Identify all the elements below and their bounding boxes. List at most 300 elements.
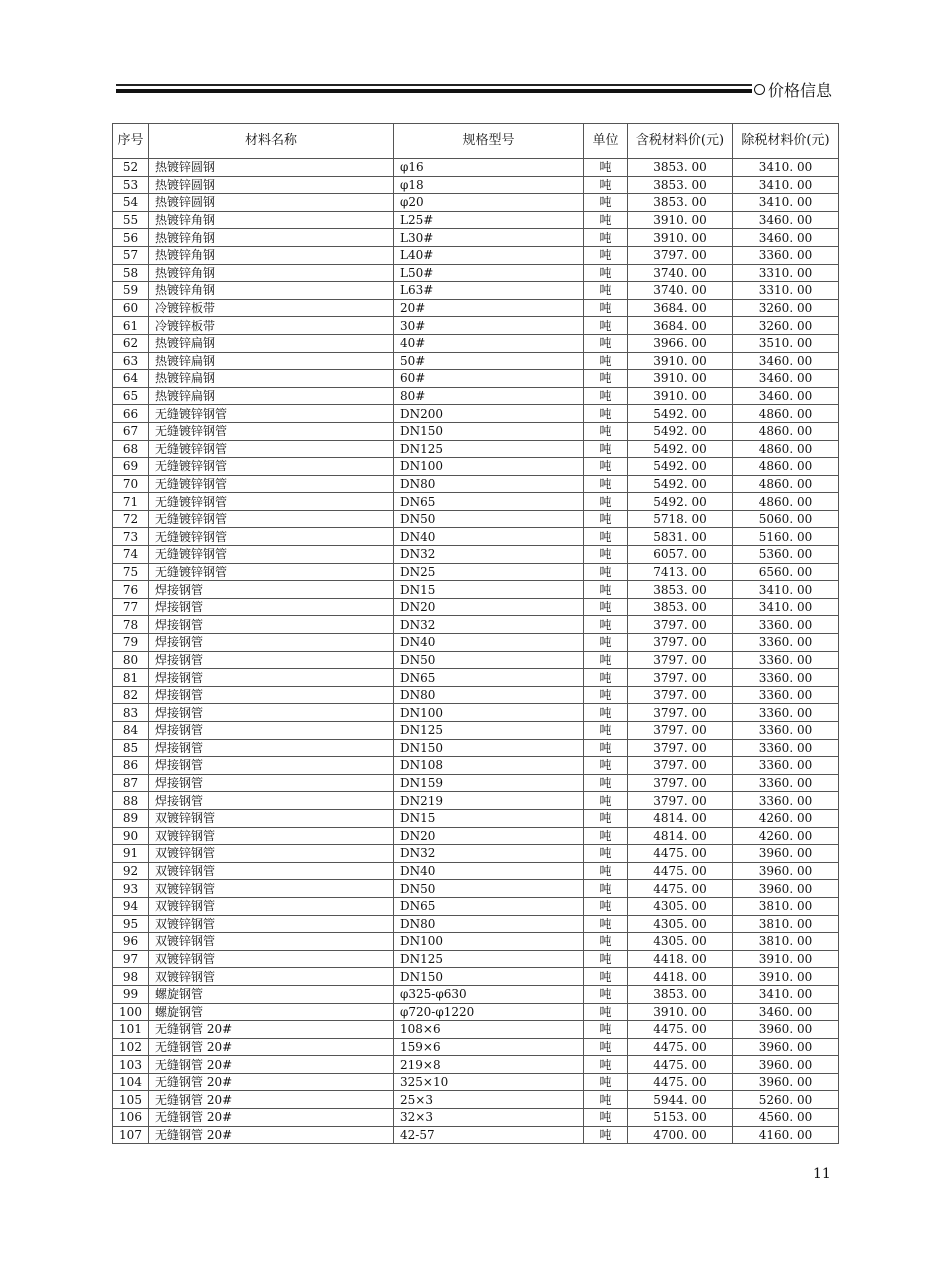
cell-no: 106 — [113, 1109, 149, 1127]
cell-taxed-price: 3910. 00 — [628, 211, 733, 229]
cell-taxed-price: 5492. 00 — [628, 458, 733, 476]
cell-spec: 80# — [394, 387, 584, 405]
table-row — [113, 598, 839, 616]
cell-taxed-price: 3797. 00 — [628, 722, 733, 740]
cell-unit: 吨 — [584, 370, 628, 388]
section-title: 价格信息 — [768, 81, 833, 100]
cell-no: 95 — [113, 915, 149, 933]
cell-spec: DN20 — [394, 827, 584, 845]
cell-untaxed-price: 3360. 00 — [733, 792, 839, 810]
cell-untaxed-price: 3810. 00 — [733, 897, 839, 915]
cell-spec: 159×6 — [394, 1038, 584, 1056]
cell-spec: DN200 — [394, 405, 584, 423]
cell-spec: φ16 — [394, 159, 584, 177]
cell-unit: 吨 — [584, 387, 628, 405]
cell-taxed-price: 5153. 00 — [628, 1109, 733, 1127]
table-row — [113, 422, 839, 440]
cell-name: 无缝钢管 20# — [149, 1056, 394, 1074]
cell-unit: 吨 — [584, 334, 628, 352]
table-row — [113, 722, 839, 740]
cell-unit: 吨 — [584, 1091, 628, 1109]
cell-spec: DN40 — [394, 528, 584, 546]
cell-taxed-price: 4475. 00 — [628, 1056, 733, 1074]
cell-taxed-price: 3853. 00 — [628, 159, 733, 177]
cell-spec: DN32 — [394, 616, 584, 634]
table-row — [113, 299, 839, 317]
cell-no: 56 — [113, 229, 149, 247]
cell-untaxed-price: 6560. 00 — [733, 563, 839, 581]
cell-unit: 吨 — [584, 1109, 628, 1127]
cell-spec: DN150 — [394, 422, 584, 440]
cell-taxed-price: 3797. 00 — [628, 774, 733, 792]
cell-no: 86 — [113, 757, 149, 775]
cell-name: 热镀锌圆钢 — [149, 176, 394, 194]
cell-name: 无缝钢管 20# — [149, 1038, 394, 1056]
cell-no: 57 — [113, 246, 149, 264]
cell-untaxed-price: 3360. 00 — [733, 704, 839, 722]
cell-no: 74 — [113, 546, 149, 564]
table-row — [113, 880, 839, 898]
cell-spec: 219×8 — [394, 1056, 584, 1074]
cell-no: 102 — [113, 1038, 149, 1056]
cell-name: 无缝钢管 20# — [149, 1109, 394, 1127]
cell-untaxed-price: 3960. 00 — [733, 1056, 839, 1074]
cell-name: 无缝钢管 20# — [149, 1073, 394, 1091]
cell-taxed-price: 5944. 00 — [628, 1091, 733, 1109]
table-row — [113, 475, 839, 493]
col-header-spec: 规格型号 — [394, 124, 584, 159]
cell-untaxed-price: 3260. 00 — [733, 317, 839, 335]
cell-unit: 吨 — [584, 968, 628, 986]
cell-name: 冷镀锌板带 — [149, 317, 394, 335]
cell-spec: DN150 — [394, 739, 584, 757]
col-header-untaxed-price: 除税材料价(元) — [733, 124, 839, 159]
cell-spec: DN40 — [394, 634, 584, 652]
cell-spec: DN219 — [394, 792, 584, 810]
cell-unit: 吨 — [584, 704, 628, 722]
cell-unit: 吨 — [584, 792, 628, 810]
cell-name: 双镀锌钢管 — [149, 845, 394, 863]
cell-name: 无缝镀锌钢管 — [149, 458, 394, 476]
cell-name: 双镀锌钢管 — [149, 862, 394, 880]
cell-taxed-price: 5492. 00 — [628, 440, 733, 458]
cell-unit: 吨 — [584, 757, 628, 775]
table-row — [113, 616, 839, 634]
cell-name: 双镀锌钢管 — [149, 933, 394, 951]
table-row — [113, 862, 839, 880]
cell-taxed-price: 4475. 00 — [628, 862, 733, 880]
cell-name: 无缝镀锌钢管 — [149, 528, 394, 546]
cell-spec: 40# — [394, 334, 584, 352]
cell-name: 焊接钢管 — [149, 616, 394, 634]
cell-taxed-price: 3797. 00 — [628, 739, 733, 757]
cell-untaxed-price: 3410. 00 — [733, 176, 839, 194]
cell-name: 焊接钢管 — [149, 581, 394, 599]
cell-unit: 吨 — [584, 264, 628, 282]
table-row — [113, 968, 839, 986]
table-row — [113, 1056, 839, 1074]
cell-no: 85 — [113, 739, 149, 757]
cell-unit: 吨 — [584, 211, 628, 229]
cell-no: 93 — [113, 880, 149, 898]
cell-unit: 吨 — [584, 1021, 628, 1039]
cell-spec: φ20 — [394, 194, 584, 212]
cell-spec: DN25 — [394, 563, 584, 581]
cell-no: 64 — [113, 370, 149, 388]
table-row — [113, 317, 839, 335]
cell-unit: 吨 — [584, 493, 628, 511]
cell-unit: 吨 — [584, 774, 628, 792]
cell-spec: DN32 — [394, 546, 584, 564]
cell-taxed-price: 3966. 00 — [628, 334, 733, 352]
cell-spec: L30# — [394, 229, 584, 247]
cell-no: 94 — [113, 897, 149, 915]
cell-name: 螺旋钢管 — [149, 1003, 394, 1021]
cell-name: 焊接钢管 — [149, 598, 394, 616]
cell-untaxed-price: 3810. 00 — [733, 915, 839, 933]
cell-untaxed-price: 3910. 00 — [733, 968, 839, 986]
cell-taxed-price: 3910. 00 — [628, 229, 733, 247]
table-row — [113, 827, 839, 845]
cell-no: 97 — [113, 950, 149, 968]
cell-taxed-price: 3853. 00 — [628, 985, 733, 1003]
cell-no: 88 — [113, 792, 149, 810]
cell-spec: DN15 — [394, 809, 584, 827]
cell-unit: 吨 — [584, 282, 628, 300]
cell-spec: DN50 — [394, 510, 584, 528]
cell-no: 72 — [113, 510, 149, 528]
cell-unit: 吨 — [584, 669, 628, 687]
cell-name: 无缝钢管 20# — [149, 1091, 394, 1109]
cell-name: 无缝镀锌钢管 — [149, 475, 394, 493]
cell-no: 98 — [113, 968, 149, 986]
cell-unit: 吨 — [584, 1038, 628, 1056]
cell-spec: DN150 — [394, 968, 584, 986]
cell-untaxed-price: 5260. 00 — [733, 1091, 839, 1109]
cell-taxed-price: 3797. 00 — [628, 792, 733, 810]
table-row — [113, 546, 839, 564]
cell-spec: DN125 — [394, 722, 584, 740]
cell-no: 60 — [113, 299, 149, 317]
cell-name: 热镀锌圆钢 — [149, 159, 394, 177]
cell-spec: L40# — [394, 246, 584, 264]
cell-spec: DN125 — [394, 950, 584, 968]
cell-name: 热镀锌扁钢 — [149, 387, 394, 405]
cell-unit: 吨 — [584, 1003, 628, 1021]
table-row — [113, 686, 839, 704]
table-row — [113, 950, 839, 968]
cell-no: 99 — [113, 985, 149, 1003]
cell-untaxed-price: 3360. 00 — [733, 634, 839, 652]
cell-untaxed-price: 4860. 00 — [733, 493, 839, 511]
cell-name: 无缝镀锌钢管 — [149, 422, 394, 440]
cell-no: 55 — [113, 211, 149, 229]
cell-unit: 吨 — [584, 722, 628, 740]
cell-name: 无缝镀锌钢管 — [149, 546, 394, 564]
cell-untaxed-price: 3960. 00 — [733, 1021, 839, 1039]
table-row — [113, 933, 839, 951]
cell-spec: DN65 — [394, 897, 584, 915]
table-row — [113, 510, 839, 528]
table-row — [113, 352, 839, 370]
cell-unit: 吨 — [584, 440, 628, 458]
table-row — [113, 669, 839, 687]
cell-name: 焊接钢管 — [149, 739, 394, 757]
cell-no: 68 — [113, 440, 149, 458]
cell-untaxed-price: 3260. 00 — [733, 299, 839, 317]
cell-spec: L25# — [394, 211, 584, 229]
cell-taxed-price: 3740. 00 — [628, 264, 733, 282]
cell-untaxed-price: 4260. 00 — [733, 809, 839, 827]
cell-taxed-price: 3684. 00 — [628, 317, 733, 335]
cell-unit: 吨 — [584, 422, 628, 440]
cell-untaxed-price: 3360. 00 — [733, 739, 839, 757]
cell-spec: DN40 — [394, 862, 584, 880]
cell-no: 58 — [113, 264, 149, 282]
cell-name: 双镀锌钢管 — [149, 880, 394, 898]
cell-taxed-price: 3740. 00 — [628, 282, 733, 300]
cell-untaxed-price: 3960. 00 — [733, 845, 839, 863]
cell-unit: 吨 — [584, 933, 628, 951]
cell-taxed-price: 7413. 00 — [628, 563, 733, 581]
cell-no: 105 — [113, 1091, 149, 1109]
cell-taxed-price: 4418. 00 — [628, 950, 733, 968]
cell-untaxed-price: 3960. 00 — [733, 1038, 839, 1056]
cell-taxed-price: 3684. 00 — [628, 299, 733, 317]
cell-unit: 吨 — [584, 616, 628, 634]
cell-no: 77 — [113, 598, 149, 616]
cell-untaxed-price: 4260. 00 — [733, 827, 839, 845]
section-header — [754, 78, 832, 101]
cell-taxed-price: 5831. 00 — [628, 528, 733, 546]
cell-no: 100 — [113, 1003, 149, 1021]
cell-spec: DN15 — [394, 581, 584, 599]
cell-untaxed-price: 3960. 00 — [733, 1073, 839, 1091]
cell-taxed-price: 4814. 00 — [628, 809, 733, 827]
table-row — [113, 757, 839, 775]
cell-untaxed-price: 3460. 00 — [733, 370, 839, 388]
cell-untaxed-price: 3460. 00 — [733, 229, 839, 247]
cell-name: 无缝镀锌钢管 — [149, 405, 394, 423]
table-row — [113, 634, 839, 652]
cell-no: 76 — [113, 581, 149, 599]
cell-unit: 吨 — [584, 950, 628, 968]
table-row — [113, 528, 839, 546]
table-row — [113, 282, 839, 300]
cell-untaxed-price: 3460. 00 — [733, 211, 839, 229]
cell-no: 73 — [113, 528, 149, 546]
cell-taxed-price: 3797. 00 — [628, 757, 733, 775]
cell-taxed-price: 3797. 00 — [628, 704, 733, 722]
cell-spec: 20# — [394, 299, 584, 317]
cell-untaxed-price: 4860. 00 — [733, 422, 839, 440]
cell-unit: 吨 — [584, 352, 628, 370]
cell-unit: 吨 — [584, 317, 628, 335]
table-row — [113, 1073, 839, 1091]
cell-name: 双镀锌钢管 — [149, 827, 394, 845]
cell-taxed-price: 3797. 00 — [628, 669, 733, 687]
cell-spec: 108×6 — [394, 1021, 584, 1039]
cell-no: 78 — [113, 616, 149, 634]
cell-no: 89 — [113, 809, 149, 827]
cell-taxed-price: 5492. 00 — [628, 475, 733, 493]
table-row — [113, 651, 839, 669]
cell-no: 61 — [113, 317, 149, 335]
cell-unit: 吨 — [584, 299, 628, 317]
col-header-taxed-price: 含税材料价(元) — [628, 124, 733, 159]
cell-no: 87 — [113, 774, 149, 792]
cell-untaxed-price: 4860. 00 — [733, 405, 839, 423]
cell-name: 双镀锌钢管 — [149, 950, 394, 968]
cell-taxed-price: 3853. 00 — [628, 176, 733, 194]
cell-unit: 吨 — [584, 845, 628, 863]
cell-spec: φ325-φ630 — [394, 985, 584, 1003]
cell-unit: 吨 — [584, 598, 628, 616]
cell-untaxed-price: 3310. 00 — [733, 282, 839, 300]
table-row — [113, 370, 839, 388]
table-row — [113, 1038, 839, 1056]
cell-unit: 吨 — [584, 475, 628, 493]
cell-name: 双镀锌钢管 — [149, 897, 394, 915]
cell-no: 103 — [113, 1056, 149, 1074]
table-header-row — [113, 124, 839, 159]
table-row — [113, 387, 839, 405]
cell-untaxed-price: 3410. 00 — [733, 985, 839, 1003]
cell-no: 52 — [113, 159, 149, 177]
cell-spec: DN125 — [394, 440, 584, 458]
cell-spec: 325×10 — [394, 1073, 584, 1091]
cell-name: 双镀锌钢管 — [149, 915, 394, 933]
cell-name: 焊接钢管 — [149, 686, 394, 704]
cell-untaxed-price: 3360. 00 — [733, 246, 839, 264]
cell-taxed-price: 5718. 00 — [628, 510, 733, 528]
table-row — [113, 985, 839, 1003]
table-row — [113, 774, 839, 792]
cell-unit: 吨 — [584, 458, 628, 476]
cell-spec: 32×3 — [394, 1109, 584, 1127]
cell-taxed-price: 4475. 00 — [628, 1073, 733, 1091]
cell-unit: 吨 — [584, 246, 628, 264]
cell-no: 65 — [113, 387, 149, 405]
table-row — [113, 897, 839, 915]
table-row — [113, 792, 839, 810]
cell-untaxed-price: 5160. 00 — [733, 528, 839, 546]
table-row — [113, 1021, 839, 1039]
cell-spec: DN20 — [394, 598, 584, 616]
cell-untaxed-price: 3360. 00 — [733, 686, 839, 704]
cell-taxed-price: 4418. 00 — [628, 968, 733, 986]
cell-spec: DN100 — [394, 458, 584, 476]
table-row — [113, 809, 839, 827]
cell-taxed-price: 3910. 00 — [628, 370, 733, 388]
cell-unit: 吨 — [584, 546, 628, 564]
cell-taxed-price: 4475. 00 — [628, 880, 733, 898]
cell-no: 107 — [113, 1126, 149, 1144]
cell-unit: 吨 — [584, 897, 628, 915]
cell-unit: 吨 — [584, 405, 628, 423]
cell-untaxed-price: 4860. 00 — [733, 440, 839, 458]
cell-unit: 吨 — [584, 528, 628, 546]
cell-name: 无缝镀锌钢管 — [149, 510, 394, 528]
cell-name: 冷镀锌板带 — [149, 299, 394, 317]
cell-no: 70 — [113, 475, 149, 493]
cell-unit: 吨 — [584, 563, 628, 581]
cell-unit: 吨 — [584, 1073, 628, 1091]
cell-taxed-price: 3797. 00 — [628, 246, 733, 264]
table-row — [113, 581, 839, 599]
cell-spec: DN100 — [394, 933, 584, 951]
cell-untaxed-price: 3410. 00 — [733, 598, 839, 616]
price-table — [112, 123, 839, 1144]
table-row — [113, 458, 839, 476]
cell-untaxed-price: 3910. 00 — [733, 950, 839, 968]
cell-unit: 吨 — [584, 827, 628, 845]
cell-name: 焊接钢管 — [149, 651, 394, 669]
cell-spec: DN50 — [394, 880, 584, 898]
cell-taxed-price: 3853. 00 — [628, 598, 733, 616]
cell-no: 80 — [113, 651, 149, 669]
table-row — [113, 334, 839, 352]
cell-name: 焊接钢管 — [149, 704, 394, 722]
cell-unit: 吨 — [584, 880, 628, 898]
cell-no: 63 — [113, 352, 149, 370]
cell-name: 焊接钢管 — [149, 774, 394, 792]
cell-untaxed-price: 4160. 00 — [733, 1126, 839, 1144]
cell-unit: 吨 — [584, 862, 628, 880]
cell-name: 热镀锌扁钢 — [149, 370, 394, 388]
cell-taxed-price: 6057. 00 — [628, 546, 733, 564]
cell-taxed-price: 3797. 00 — [628, 634, 733, 652]
cell-taxed-price: 4475. 00 — [628, 1038, 733, 1056]
cell-no: 101 — [113, 1021, 149, 1039]
cell-no: 53 — [113, 176, 149, 194]
cell-no: 54 — [113, 194, 149, 212]
cell-taxed-price: 4475. 00 — [628, 1021, 733, 1039]
table-row — [113, 211, 839, 229]
cell-spec: DN80 — [394, 686, 584, 704]
cell-name: 热镀锌扁钢 — [149, 334, 394, 352]
cell-taxed-price: 5492. 00 — [628, 422, 733, 440]
cell-no: 79 — [113, 634, 149, 652]
cell-name: 热镀锌角钢 — [149, 282, 394, 300]
cell-name: 双镀锌钢管 — [149, 809, 394, 827]
cell-name: 无缝镀锌钢管 — [149, 440, 394, 458]
cell-unit: 吨 — [584, 915, 628, 933]
cell-taxed-price: 5492. 00 — [628, 493, 733, 511]
cell-name: 热镀锌角钢 — [149, 211, 394, 229]
table-row — [113, 915, 839, 933]
cell-untaxed-price: 3360. 00 — [733, 651, 839, 669]
circle-icon — [754, 84, 765, 95]
cell-no: 67 — [113, 422, 149, 440]
cell-taxed-price: 4305. 00 — [628, 933, 733, 951]
cell-name: 热镀锌角钢 — [149, 264, 394, 282]
table-row — [113, 845, 839, 863]
cell-spec: 50# — [394, 352, 584, 370]
cell-spec: DN80 — [394, 915, 584, 933]
table-row — [113, 493, 839, 511]
cell-taxed-price: 3853. 00 — [628, 581, 733, 599]
cell-no: 62 — [113, 334, 149, 352]
cell-name: 热镀锌角钢 — [149, 229, 394, 247]
cell-spec: φ18 — [394, 176, 584, 194]
cell-spec: DN100 — [394, 704, 584, 722]
cell-unit: 吨 — [584, 176, 628, 194]
cell-spec: DN50 — [394, 651, 584, 669]
cell-unit: 吨 — [584, 229, 628, 247]
cell-unit: 吨 — [584, 651, 628, 669]
cell-taxed-price: 3797. 00 — [628, 616, 733, 634]
